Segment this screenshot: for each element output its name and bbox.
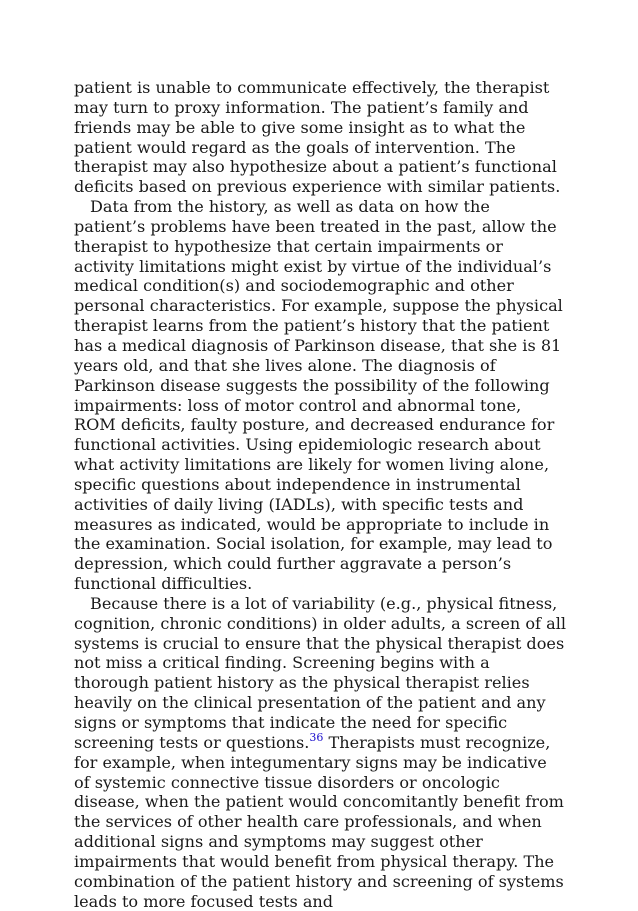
- paragraph-proxy-information: patient is unable to communicate effectively, the therapist may turn to proxy information. The patient’s family and friends may be able to give some insight as to what the patient would regard as the goals of intervention. The therapist may also hypothesize about a patient’s functional deficits based on previous experience with similar patients.: [74, 78, 561, 197]
- reference-link-36[interactable]: 36: [309, 730, 324, 744]
- document-page: [74, 78, 566, 911]
- screening-text-before-reference: Because there is a lot of variability (e.g., physical fitness, cognition, chronic conditions) in older adults, a screen of all systems is crucial to ensure that the physical therapist does not miss a critical finding. Screening begins with a thorough patient history as the physical therapist relies heavily on the clinical presentation of the patient and any signs or symptoms that indicate the need for specific screening tests or questions.: [74, 593, 566, 752]
- paragraph-systems-screening: [74, 594, 566, 911]
- screening-text-after-reference: Therapists must recognize, for example, when integumentary signs may be indicative of systemic connective tissue disorders or oncologic disease, when the patient would concomitantly benefit from the services of other health care professionals, and when additional signs and symptoms may suggest other impairments that would benefit from physical therapy. The combination of the patient history and screening of systems leads to more focused tests and: [74, 732, 564, 911]
- paragraph-history-hypothesis: Data from the history, as well as data on how the patient’s problems have been treated in the past, allow the therapist to hypothesize that certain impairments or activity limitations might exist by virtue of the individual’s medical condition(s) and sociodemographic and other personal characteristics. For example, suppose the physical therapist learns from the patient’s history that the patient has a medical diagnosis of Parkinson disease, that she is 81 years old, and that she lives alone. The diagnosis of Parkinson disease suggests the possibility of the following impairments: loss of motor control and abnormal tone, ROM deficits, faulty posture, and decreased endurance for functional activities. Using epidemiologic research about what activity limitations are likely for women living alone, specific questions about independence in instrumental activities of daily living (IADLs), with specific tests and measures as indicated, would be appropriate to include in the examination. Social isolation, for example, may lead to depression, which could further aggravate a person’s functional difficulties.: [74, 197, 563, 594]
